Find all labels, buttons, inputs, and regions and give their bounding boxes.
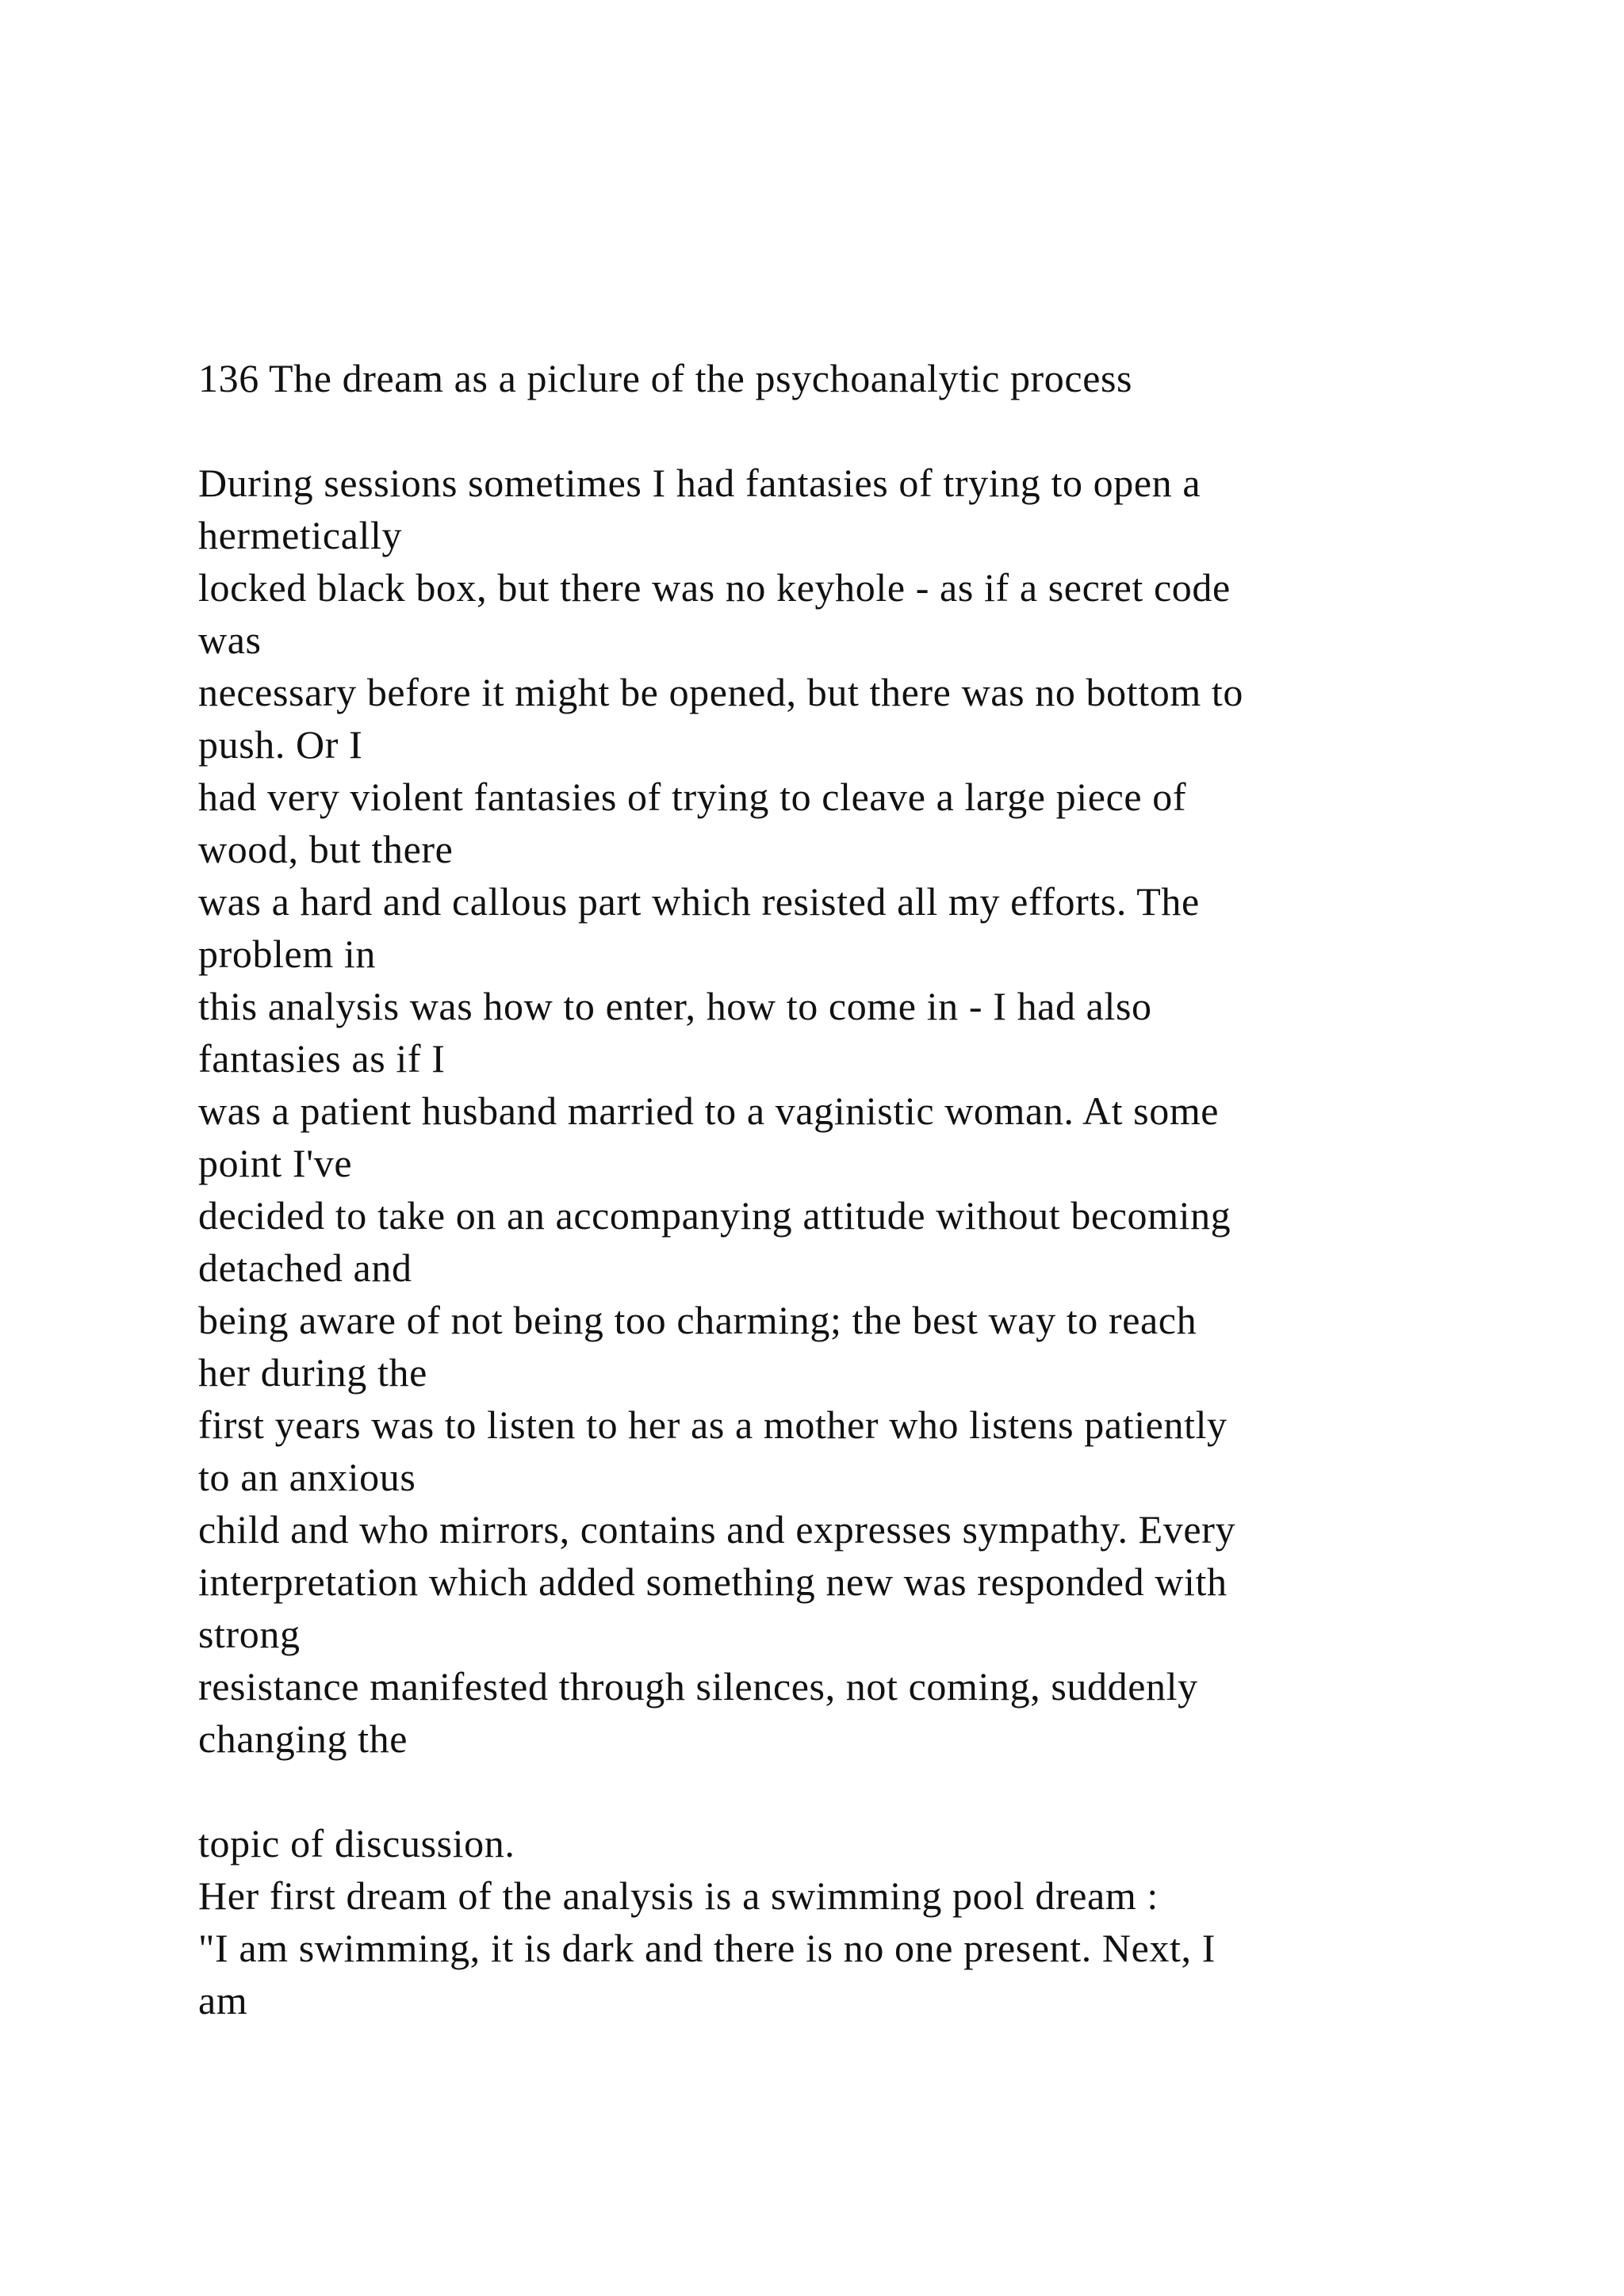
text-line: locked black box, but there was no keyhole - as if a secret code (198, 565, 1231, 610)
text-line: child and who mirrors, contains and expresses sympathy. Every (198, 1507, 1236, 1552)
text-line: was a hard and callous part which resisted all my efforts. The (198, 879, 1200, 924)
text-line: During sessions sometimes I had fantasies of trying to open a (198, 461, 1201, 505)
text-line: topic of discussion. (198, 1821, 515, 1866)
text-line: hermetically (198, 513, 403, 557)
text-line: her during the (198, 1350, 427, 1395)
text-line: had very violent fantasies of trying to cleave a large piece of (198, 775, 1187, 819)
text-line: point I've (198, 1141, 353, 1185)
document-body (198, 352, 1546, 2026)
text-line: first years was to listen to her as a mother who listens patiently (198, 1402, 1228, 1447)
text-line: strong (198, 1612, 301, 1656)
text-line: interpretation which added something new was responded with (198, 1559, 1228, 1604)
text-line: problem in (198, 932, 377, 976)
text-line: was a patient husband married to a vaginistic woman. At some (198, 1089, 1220, 1133)
text-line: wood, but there (198, 827, 454, 871)
blank-line (198, 404, 1546, 457)
text-line: being aware of not being too charming; the best way to reach (198, 1298, 1197, 1342)
page-heading: 136 The dream as a piclure of the psychoanalytic process (198, 356, 1133, 400)
text-line: fantasies as if I (198, 1036, 446, 1081)
text-line: changing the (198, 1716, 408, 1761)
text-line: decided to take on an accompanying attitude without becoming (198, 1193, 1231, 1238)
text-line: was (198, 618, 262, 662)
blank-line (198, 1765, 1546, 1817)
text-line: push. Or I (198, 722, 363, 767)
text-line: "I am swimming, it is dark and there is no one present. Next, I (198, 1926, 1216, 1970)
text-line: to an anxious (198, 1455, 416, 1499)
text-line: necessary before it might be opened, but there was no bottom to (198, 670, 1243, 714)
text-line: am (198, 1978, 248, 2022)
text-line: this analysis was how to enter, how to come in - I had also (198, 984, 1152, 1028)
text-line: Her first dream of the analysis is a swimming pool dream : (198, 1873, 1159, 1918)
text-line: resistance manifested through silences, not coming, suddenly (198, 1664, 1198, 1709)
text-line: detached and (198, 1246, 412, 1290)
